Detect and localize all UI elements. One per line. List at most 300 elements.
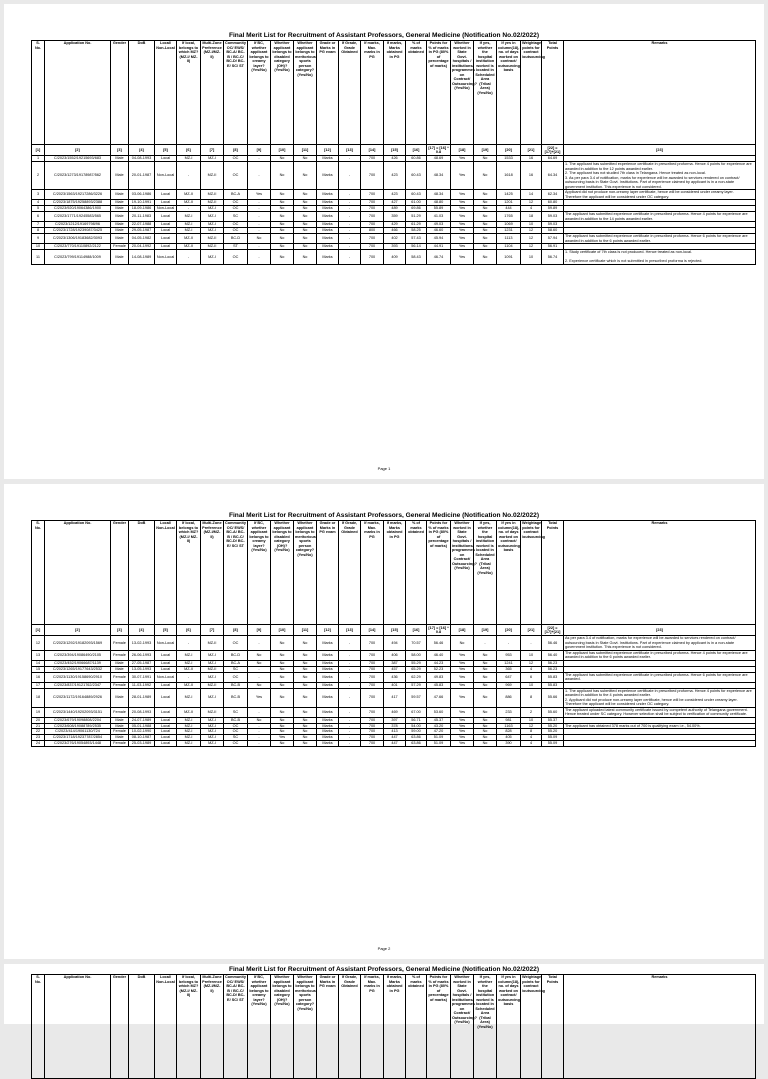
cell-sports: No — [294, 723, 317, 729]
cell-local-zone: - — [177, 636, 201, 651]
cell-sno: 20 — [32, 717, 45, 723]
cell-max-marks: 700 — [361, 162, 384, 190]
cell-max-marks: 800 — [361, 228, 384, 234]
cell-dob: 24-07-1989 — [129, 717, 155, 723]
cell-sno: 19 — [32, 707, 45, 717]
cell-sports: No — [294, 206, 317, 212]
cell-local-zone: - — [177, 672, 201, 682]
cell-community: BC-D — [224, 650, 248, 660]
cell-points: 44.23 — [427, 660, 451, 666]
cell-creamy-layer: - — [248, 244, 271, 250]
cell-total-points: 55.09 — [542, 735, 564, 741]
cell-disabled: No — [271, 228, 294, 234]
header-marks-obtained: If marks, Marks obtained in PG — [384, 975, 406, 1079]
cell-gender: Male — [111, 717, 129, 723]
cell-disabled: No — [271, 682, 294, 688]
cell-days-worked: 1765 — [497, 212, 521, 222]
cell-community: BC-B — [224, 682, 248, 688]
cell-days-worked: 1533 — [497, 156, 521, 162]
cell-sports: No — [294, 729, 317, 735]
cell-sno: 4 — [32, 200, 45, 206]
cell-local-zone: MZ-I — [177, 741, 201, 747]
colnum-points: [17] = [16] * 0.8 — [428, 625, 449, 634]
cell-grade: - — [339, 729, 361, 735]
cell-grade: - — [339, 660, 361, 666]
cell-sno: 22 — [32, 729, 45, 735]
cell-creamy-layer: - — [248, 250, 271, 265]
cell-marks-obtained: 359 — [384, 212, 406, 222]
cell-creamy-layer: - — [248, 222, 271, 228]
cell-community: BC-D — [224, 234, 248, 244]
colnum-multi-zone: [7] — [201, 625, 224, 636]
cell-disabled: No — [271, 234, 294, 244]
page-number: Page 1 — [377, 466, 391, 471]
cell-max-marks: 700 — [361, 688, 384, 707]
cell-max-marks: 700 — [361, 650, 384, 660]
cell-grade-or-marks: Marks — [317, 228, 339, 234]
cell-sno: 8 — [32, 228, 45, 234]
cell-remarks: The applicant has submitted experience certificate in prescribed proforma. Hence 6 points for experience are awarded. — [564, 672, 756, 682]
cell-application-no: C/2023/1875/19258893/2388 — [45, 200, 111, 206]
cell-grade-or-marks: Marks — [317, 666, 339, 672]
cell-creamy-layer: - — [248, 735, 271, 741]
cell-days-worked: 405 — [497, 735, 521, 741]
page-1 — [4, 4, 764, 479]
cell-worked-state: Yes — [451, 190, 474, 200]
cell-application-no: C/2023/1563/19217286/3226 — [45, 190, 111, 200]
cell-sno: 7 — [32, 222, 45, 228]
cell-community: OC — [224, 250, 248, 265]
header-sports: Whether applicant belongs to meritorious sports person category? (Yes/No) — [294, 975, 317, 1079]
cell-community: OC — [224, 672, 248, 682]
cell-creamy-layer: No — [248, 650, 271, 660]
cell-percent: 51.29 — [406, 212, 427, 222]
cell-weightage: 10 — [521, 682, 542, 688]
header-points: Points for % of marks in PG (80% of percentage of marks) — [427, 521, 451, 625]
cell-worked-state: No — [451, 636, 474, 651]
header-worked-state: Whether worked in State Govt. hospitals / institutions/ programmes on Contract/ Outsourcing? (Yes/No) — [451, 975, 474, 1079]
cell-scheduled-area: No — [474, 672, 497, 682]
table-row — [32, 162, 756, 190]
cell-disabled: No — [271, 250, 294, 265]
header-sno: S. No. — [32, 521, 45, 625]
merit-table-page-2 — [31, 520, 756, 747]
header-percent: % of marks obtained — [406, 521, 427, 625]
cell-application-no: C/2023/920/19064386/1900 — [45, 206, 111, 212]
colnum-grade-or-marks: [12] — [317, 625, 339, 636]
header-community: Community OC/ EWS/ BC-A/ BC-B / BC-C/ BC-D/ BC-E/ SC/ ST — [224, 521, 248, 625]
cell-disabled: No — [271, 723, 294, 729]
cell-total-points: 55.83 — [542, 672, 564, 682]
header-gender: Gender — [111, 41, 129, 145]
document-title: Final Merit List for Recruitment of Assistant Professors, General Medicine (Notification No.02/2022) — [228, 512, 540, 519]
cell-grade: - — [339, 190, 361, 200]
cell-remarks: The applicant has submitted experience certificate in prescribed proforma. Hence 4 points for experience are awarded in addition to the 14 points awarded earlier. — [564, 212, 756, 222]
cell-application-no: C/2023/1273/19178987/562 — [45, 162, 111, 190]
cell-percent: 63.86 — [406, 735, 427, 741]
page-2 — [4, 484, 764, 959]
cell-application-no: C/2023/1552/19215693/683 — [45, 156, 111, 162]
cell-local-status: Local — [155, 156, 177, 162]
cell-remarks: The applicant has obtained 378 marks out of 700 is qualifying exam i.e., 54.00%. — [564, 723, 756, 729]
cell-sno: 15 — [32, 666, 45, 672]
cell-days-worked: 365 — [497, 666, 521, 672]
cell-disabled: No — [271, 717, 294, 723]
cell-weightage: 12 — [521, 200, 542, 206]
cell-sno: 1 — [32, 156, 45, 162]
cell-max-marks: 700 — [361, 660, 384, 666]
table-row — [32, 707, 756, 717]
cell-days-worked: 953 — [497, 650, 521, 660]
table-row — [32, 190, 756, 200]
cell-total-points: 64.34 — [542, 162, 564, 190]
cell-weightage: 4 — [521, 666, 542, 672]
cell-community: OC — [224, 222, 248, 228]
cell-scheduled-area: No — [474, 717, 497, 723]
cell-gender: Male — [111, 666, 129, 672]
cell-local-zone: MZ-I — [177, 212, 201, 222]
cell-sno: 3 — [32, 190, 45, 200]
cell-weightage: 10 — [521, 717, 542, 723]
header-local-status: Local/ Non-Local — [155, 521, 177, 625]
cell-total-points: 55.37 — [542, 717, 564, 723]
cell-max-marks: 700 — [361, 156, 384, 162]
cell-percent: 65.29 — [406, 666, 427, 672]
cell-total-points: 55.20 — [542, 729, 564, 735]
header-remarks: Remarks — [564, 521, 756, 625]
table-row — [32, 688, 756, 707]
cell-scheduled-area: No — [474, 723, 497, 729]
cell-multi-zone: MZ-II — [201, 682, 224, 688]
cell-grade-or-marks: Marks — [317, 682, 339, 688]
cell-days-worked: 981 — [497, 717, 521, 723]
cell-scheduled-area: No — [474, 707, 497, 717]
cell-marks-obtained: 423 — [384, 162, 406, 190]
cell-community: OC — [224, 723, 248, 729]
cell-percent: 54.00 — [406, 723, 427, 729]
colnum-worked-state: [18] — [451, 625, 474, 636]
cell-worked-state: Yes — [451, 707, 474, 717]
cell-grade: - — [339, 682, 361, 688]
cell-scheduled-area: No — [474, 206, 497, 212]
cell-sports: No — [294, 250, 317, 265]
cell-multi-zone: MZ-II — [201, 234, 224, 244]
cell-percent: 61.29 — [406, 222, 427, 228]
cell-percent: 57.29 — [406, 682, 427, 688]
cell-scheduled-area: No — [474, 200, 497, 206]
cell-points: 46.40 — [427, 650, 451, 660]
cell-sports: No — [294, 222, 317, 228]
cell-weightage: 14 — [521, 190, 542, 200]
cell-grade-or-marks: Marks — [317, 156, 339, 162]
cell-grade-or-marks: Marks — [317, 162, 339, 190]
header-total-points: Total Points — [542, 41, 564, 145]
colnum-weightage: [21] — [521, 145, 542, 156]
cell-max-marks: 700 — [361, 729, 384, 735]
cell-local-zone: - — [177, 250, 201, 265]
colnum-gender: [3] — [111, 145, 129, 156]
cell-local-status: Non-Local — [155, 636, 177, 651]
cell-max-marks: 700 — [361, 244, 384, 250]
header-days-worked: If yes in column(18), no. of days worked on contract/ outsourcing basis — [497, 521, 521, 625]
cell-disabled: No — [271, 156, 294, 162]
cell-gender: Male — [111, 735, 129, 741]
table-row — [32, 650, 756, 660]
cell-local-zone: MZ-II — [177, 707, 201, 717]
cell-scheduled-area: No — [474, 162, 497, 190]
cell-local-status: Local — [155, 666, 177, 672]
cell-local-status: Non-Local — [155, 206, 177, 212]
cell-creamy-layer: - — [248, 741, 271, 747]
cell-percent: 60.43 — [406, 162, 427, 190]
cell-percent: 70.57 — [406, 636, 427, 651]
cell-gender: Male — [111, 156, 129, 162]
header-max-marks: If marks, Max. marks in PG — [361, 975, 384, 1079]
header-disabled: Whether applicant belongs to disabled category (OH)? (Yes/No) — [271, 975, 294, 1079]
cell-sports: No — [294, 156, 317, 162]
cell-disabled: No — [271, 650, 294, 660]
cell-community: OC — [224, 636, 248, 651]
cell-grade: - — [339, 234, 361, 244]
cell-community: SC — [224, 212, 248, 222]
cell-marks-obtained: 406 — [384, 650, 406, 660]
colnum-weightage: [21] — [521, 625, 542, 636]
cell-local-status: Local — [155, 228, 177, 234]
cell-application-no: C/2023/1130/19158690/2910 — [45, 672, 111, 682]
cell-community: SC — [224, 666, 248, 672]
cell-percent: 58.00 — [406, 650, 427, 660]
cell-marks-obtained: 397 — [384, 717, 406, 723]
cell-total-points: 56.91 — [542, 244, 564, 250]
cell-gender: Female — [111, 650, 129, 660]
cell-local-status: Local — [155, 234, 177, 244]
cell-weightage: 16 — [521, 156, 542, 162]
cell-grade-or-marks: Marks — [317, 222, 339, 228]
table-row — [32, 636, 756, 651]
cell-worked-state: Yes — [451, 244, 474, 250]
cell-community: OC — [224, 206, 248, 212]
cell-local-status: Local — [155, 735, 177, 741]
cell-community: OC — [224, 156, 248, 162]
cell-creamy-layer: No — [248, 682, 271, 688]
header-remarks: Remarks — [564, 975, 756, 1079]
header-total-points: Total Points — [542, 975, 564, 1079]
cell-scheduled-area: No — [474, 250, 497, 265]
cell-scheduled-area: - — [474, 636, 497, 651]
cell-local-zone: MZ-I — [177, 688, 201, 707]
cell-creamy-layer: No — [248, 717, 271, 723]
cell-multi-zone: MZ-I — [201, 212, 224, 222]
cell-total-points: 55.20 — [542, 723, 564, 729]
header-disabled: Whether applicant belongs to disabled category (OH)? (Yes/No) — [271, 41, 294, 145]
colnum-max-marks: [14] — [361, 145, 384, 156]
colnum-sno: [1] — [32, 625, 45, 636]
colnum-local-zone: [6] — [177, 625, 201, 636]
cell-weightage: 12 — [521, 228, 542, 234]
cell-marks-obtained: 426 — [384, 156, 406, 162]
cell-multi-zone: MZ-I — [201, 250, 224, 265]
cell-marks-obtained: 378 — [384, 723, 406, 729]
cell-total-points: 56.40 — [542, 650, 564, 660]
cell-days-worked: 1201 — [497, 200, 521, 206]
cell-points: 41.03 — [427, 212, 451, 222]
header-points: Points for % of marks in PG (80% of percentage of marks) — [427, 41, 451, 145]
cell-max-marks: 700 — [361, 200, 384, 206]
cell-worked-state: Yes — [451, 228, 474, 234]
cell-max-marks: 700 — [361, 735, 384, 741]
colnum-creamy-layer: [9] — [248, 625, 271, 636]
cell-worked-state: Yes — [451, 741, 474, 747]
header-grade: If Grade, Grade Obtained — [339, 975, 361, 1079]
cell-scheduled-area: No — [474, 741, 497, 747]
cell-worked-state: Yes — [451, 660, 474, 666]
cell-scheduled-area: No — [474, 190, 497, 200]
cell-application-no: C/2023/770/19110892/2122 — [45, 244, 111, 250]
cell-application-no: C/2023/1172/19164889/2926 — [45, 688, 111, 707]
cell-marks-obtained: 447 — [384, 735, 406, 741]
cell-grade-or-marks: Marks — [317, 212, 339, 222]
cell-multi-zone: MZ-I — [201, 717, 224, 723]
cell-multi-zone: MZ-II — [201, 666, 224, 672]
cell-dob: 11-03-1992 — [129, 682, 155, 688]
header-multi-zone: Multi-Zone Preference (MZ-I/MZ-II) — [201, 975, 224, 1079]
cell-scheduled-area: No — [474, 729, 497, 735]
cell-grade: - — [339, 672, 361, 682]
cell-grade: - — [339, 666, 361, 672]
cell-dob: 29-05-1987 — [129, 228, 155, 234]
cell-scheduled-area: No — [474, 222, 497, 228]
cell-points: 45.83 — [427, 682, 451, 688]
cell-scheduled-area: No — [474, 650, 497, 660]
cell-scheduled-area: No — [474, 156, 497, 162]
header-dob: DoB — [129, 521, 155, 625]
cell-percent: 60.43 — [406, 190, 427, 200]
cell-worked-state: Yes — [451, 666, 474, 672]
cell-marks-obtained: 402 — [384, 234, 406, 244]
cell-multi-zone: MZ-I — [201, 650, 224, 660]
cell-local-zone: MZ-II — [177, 682, 201, 688]
cell-sports: No — [294, 228, 317, 234]
cell-gender: Male — [111, 212, 129, 222]
colnum-dob: [4] — [129, 625, 155, 636]
cell-percent: 57.43 — [406, 234, 427, 244]
cell-grade-or-marks: Marks — [317, 672, 339, 682]
cell-total-points: 56.74 — [542, 250, 564, 265]
table-row — [32, 234, 756, 244]
cell-multi-zone: MZ-I — [201, 741, 224, 747]
colnum-application-no: [2] — [45, 145, 111, 156]
cell-percent: 62.29 — [406, 672, 427, 682]
cell-points: 52.23 — [427, 666, 451, 672]
cell-sno: 21 — [32, 723, 45, 729]
cell-grade: - — [339, 156, 361, 162]
cell-weightage: 4 — [521, 735, 542, 741]
cell-weightage: 12 — [521, 244, 542, 250]
cell-dob: 14-08-1989 — [129, 250, 155, 265]
cell-max-marks: 700 — [361, 672, 384, 682]
header-local-zone: If local, belongs to which MZ? (MZ-I/ MZ-II) — [177, 975, 201, 1079]
cell-points: 53.60 — [427, 707, 451, 717]
cell-days-worked: 1425 — [497, 190, 521, 200]
cell-community: BC-A — [224, 190, 248, 200]
cell-marks-obtained: 469 — [384, 707, 406, 717]
cell-application-no: C/2023/679/19098808/2204 — [45, 717, 111, 723]
cell-points: 45.94 — [427, 234, 451, 244]
header-sno: S. No. — [32, 41, 45, 145]
cell-gender: Male — [111, 250, 129, 265]
cell-grade: - — [339, 735, 361, 741]
cell-remarks: 1. Study certificate of 7th class is not produced. Hence treated as non-local. 2. Experience certificate which is not submitted in prescribed proforma is rejected. — [564, 250, 756, 265]
cell-grade: - — [339, 212, 361, 222]
cell-sno: 17 — [32, 682, 45, 688]
cell-community: BC-A — [224, 660, 248, 666]
cell-local-status: Non-Local — [155, 162, 177, 190]
cell-percent: 61.00 — [406, 200, 427, 206]
header-local-status: Local/ Non-Local — [155, 975, 177, 1079]
cell-total-points: 56.23 — [542, 666, 564, 672]
cell-weightage: 12 — [521, 660, 542, 666]
cell-local-zone: MZ-I — [177, 717, 201, 723]
header-scheduled-area: If yes, whether the hospital institution worked is located in Scheduled Area (Tribal Area) (Yes/No) — [474, 41, 497, 145]
header-max-marks: If marks, Max. marks in PG — [361, 41, 384, 145]
table-body — [32, 156, 756, 265]
cell-multi-zone: MZ-II — [201, 636, 224, 651]
cell-community: OC — [224, 228, 248, 234]
cell-disabled: No — [271, 636, 294, 651]
cell-community: OC — [224, 162, 248, 190]
table-row — [32, 741, 756, 747]
cell-grade: - — [339, 717, 361, 723]
cell-sports: No — [294, 200, 317, 206]
cell-sno: 11 — [32, 250, 45, 265]
cell-local-status: Local — [155, 650, 177, 660]
header-disabled: Whether applicant belongs to disabled category (OH)? (Yes/No) — [271, 521, 294, 625]
cell-gender: Female — [111, 636, 129, 651]
table-row — [32, 212, 756, 222]
cell-gender: Female — [111, 244, 129, 250]
cell-gender: Male — [111, 660, 129, 666]
header-marks-obtained: If marks, Marks obtained in PG — [384, 521, 406, 625]
cell-local-zone: MZ-II — [177, 190, 201, 200]
colnum-days-worked: [20] — [497, 145, 521, 156]
cell-percent: 59.57 — [406, 688, 427, 707]
cell-grade-or-marks: Marks — [317, 688, 339, 707]
cell-max-marks: 700 — [361, 190, 384, 200]
cell-local-status: Local — [155, 723, 177, 729]
cell-sno: 9 — [32, 234, 45, 244]
header-community: Community OC/ EWS/ BC-A/ BC-B / BC-C/ BC-D/ BC-E/ SC/ ST — [224, 41, 248, 145]
cell-creamy-layer: - — [248, 666, 271, 672]
cell-dob: 26-06-1993 — [129, 650, 155, 660]
cell-sports: No — [294, 212, 317, 222]
cell-marks-obtained: 401 — [384, 682, 406, 688]
header-scheduled-area: If yes, whether the hospital institution worked is located in Scheduled Area (Tribal Area) (Yes/No) — [474, 975, 497, 1079]
header-creamy-layer: If BC, whether applicant belongs to creamy layer? (Yes/No) — [248, 975, 271, 1079]
cell-days-worked: 647 — [497, 672, 521, 682]
cell-weightage: 4 — [521, 741, 542, 747]
merit-table-page-1 — [31, 40, 756, 265]
cell-community: OC — [224, 741, 248, 747]
cell-worked-state: Yes — [451, 723, 474, 729]
cell-application-no: C/2023/1306/19183682/3093 — [45, 234, 111, 244]
cell-multi-zone: MZ-I — [201, 672, 224, 682]
cell-grade: - — [339, 723, 361, 729]
cell-dob: 13-02-1993 — [129, 636, 155, 651]
header-grade: If Grade, Grade Obtained — [339, 521, 361, 625]
cell-creamy-layer: - — [248, 212, 271, 222]
cell-weightage: 8 — [521, 688, 542, 707]
cell-application-no: C/2023/414/19061130/724 — [45, 729, 111, 735]
